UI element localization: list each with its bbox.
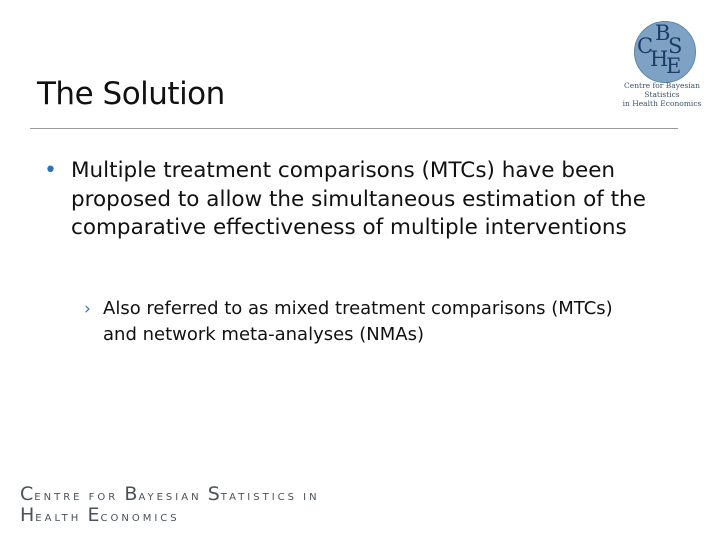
footer-word: CONOMICS (100, 513, 180, 524)
logo-caption-line1: Centre for Bayesian Statistics (624, 81, 700, 99)
logo-caption-line2: in Health Economics (622, 99, 702, 108)
logo-letter-e: E (666, 54, 682, 78)
footer-line-2 (20, 504, 180, 526)
footer-cap: S (207, 483, 221, 505)
logo-letter-s: S (668, 34, 683, 58)
footer-word: EALTH (35, 513, 88, 524)
bullet-marker: • (44, 158, 57, 183)
title-divider (30, 128, 678, 129)
footer-word: ENTRE FOR (34, 492, 125, 503)
sub-bullet-marker: › (84, 299, 91, 319)
footer-cap: H (20, 504, 36, 526)
footer-word: TATISTICS IN (220, 492, 320, 503)
footer-cap: B (124, 483, 139, 505)
footer-cap: C (20, 483, 35, 505)
logo-letter-c: C (637, 34, 654, 58)
bullet-text: Multiple treatment comparisons (MTCs) have been proposed to allow the simultaneous estimation of the comparative effectiveness of multiple interventions (71, 158, 646, 240)
chbse-logo (612, 18, 702, 118)
logo-caption (612, 81, 712, 108)
footer-wordmark (20, 483, 320, 529)
logo-letter-b: B (655, 21, 671, 45)
logo-letter-h: H (650, 47, 669, 71)
footer-line-1 (20, 483, 320, 505)
footer-cap: E (87, 504, 101, 526)
sub-bullet-text: Also referred to as mixed treatment comparisons (MTCs) and network meta-analyses (NMAs) (103, 298, 613, 345)
footer-word: AYESIAN (138, 492, 208, 503)
slide-title: The Solution (37, 76, 225, 112)
